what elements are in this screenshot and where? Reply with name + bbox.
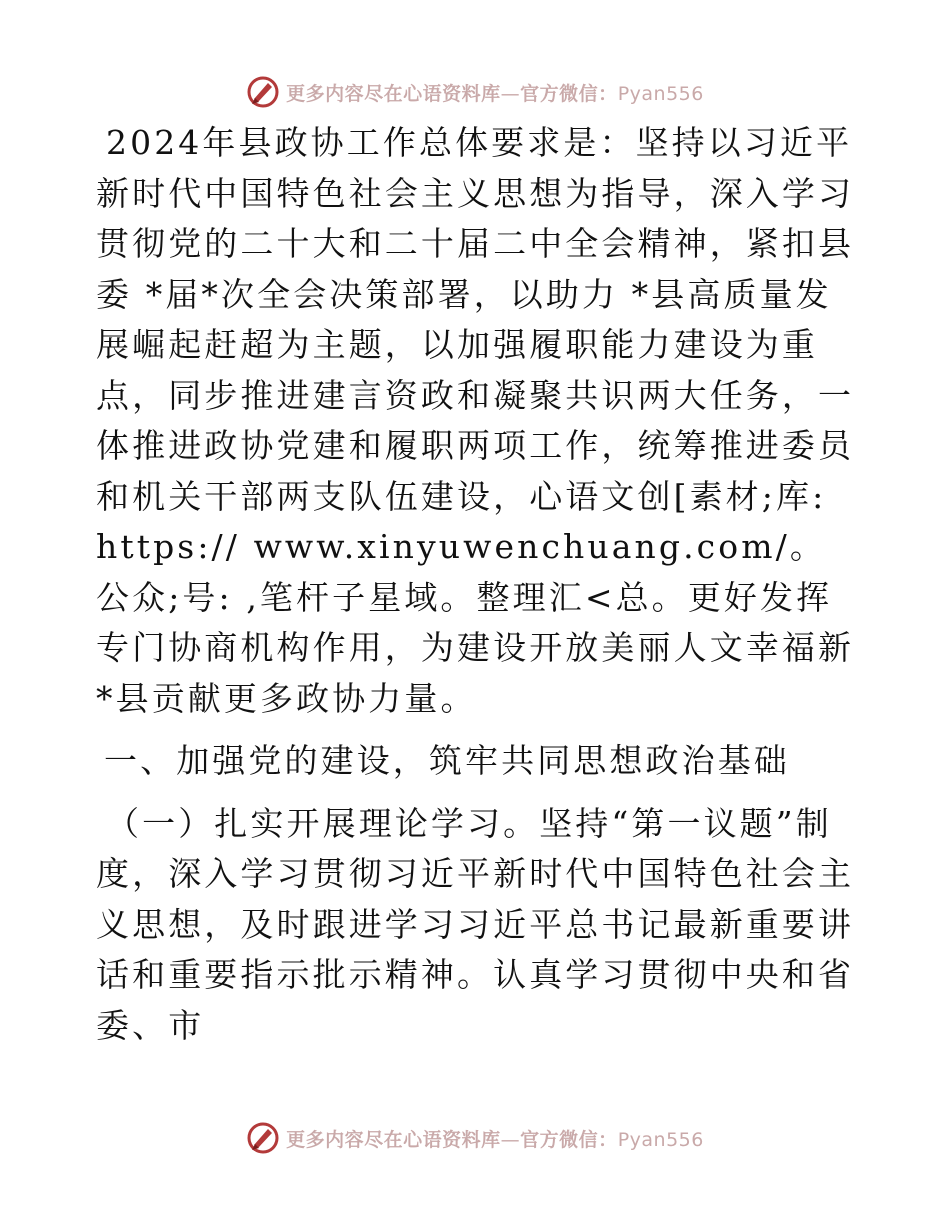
brush-pen-logo-icon — [246, 75, 280, 109]
watermark-text — [286, 79, 704, 106]
watermark-wechat-id: Pyan556 — [617, 1128, 704, 1151]
brush-pen-logo-icon — [246, 1121, 280, 1155]
watermark-banner-bottom — [0, 1118, 950, 1158]
watermark-wechat-label: 官方微信： — [520, 1128, 618, 1151]
watermark-separator: — — [500, 1128, 521, 1151]
watermark-wechat-label: 官方微信： — [520, 82, 618, 105]
section-heading-1: 一、加强党的建设，筑牢共同思想政治基础 — [104, 741, 790, 780]
paragraph-2: （一）扎实开展理论学习。坚持“第一议题”制度，深入学习贯彻习近平新时代中国特色社会主义思想，及时跟进学习习近平总书记最新重要讲话和重要指示批示精神。认真学习贯彻中央和省委、市 — [96, 803, 855, 1045]
watermark-title: 更多内容尽在心语资料库 — [286, 82, 501, 105]
watermark-separator: — — [500, 82, 521, 105]
paragraph-1: 2024年县政协工作总体要求是：坚持以习近平新时代中国特色社会主义思想为指导，深入学习贯彻党的二十大和二十届二中全会精神，紧扣县委 *届*次全会决策部署，以助力 *县高质量发展崛起赶超为主题，以加强履职能力建设为重点，同步推进建言资政和凝聚共识两大任务，一体推进政协党建和履职两项工作，统筹推进委员和机关干部两支队伍建设，心语文创[素材;库: https:// www.xinyuwenchuang.com/。公众;号: ,笔杆子星域。整理汇<总。更好发挥专门协商机构作用，为建设开放美丽人文幸福新 *县贡献更多政协力量。 — [96, 123, 855, 718]
watermark-banner-top — [0, 72, 950, 112]
document-body — [96, 118, 858, 1051]
watermark-text — [286, 1125, 704, 1152]
watermark-wechat-id: Pyan556 — [617, 82, 704, 105]
watermark-title: 更多内容尽在心语资料库 — [286, 1128, 501, 1151]
